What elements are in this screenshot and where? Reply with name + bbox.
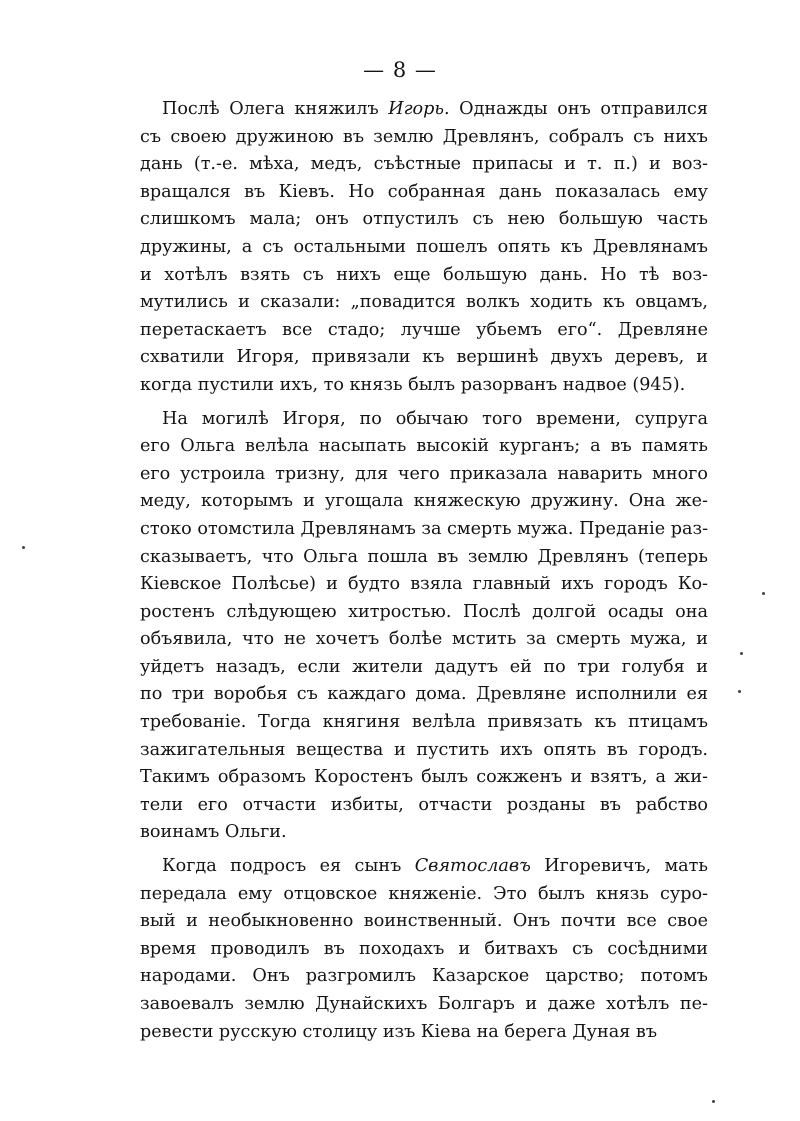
text-line: зажигательныя вещества и пустить ихъ опять въ городъ. (140, 739, 708, 760)
text-line: его устроила тризну, для чего приказала наварить много (140, 463, 708, 484)
text-segment: Когда подросъ ея сынъ (162, 856, 415, 877)
text-line: стоко отомстила Древлянамъ за смерть мужа. Преданіе раз- (140, 518, 708, 539)
page-number: — 8 — (363, 58, 437, 82)
body-text (140, 96, 708, 1046)
text-line: схватили Игоря, привязали къ вершинѣ двухъ деревъ, и (140, 347, 708, 368)
text-line: меду, которымъ и угощала княжескую дружину. Она же- (140, 491, 708, 512)
text-line: На могилѣ Игоря, по обычаю того времени, супруга (162, 408, 708, 429)
text-line: съ своею дружиною въ землю Древлянъ, собралъ съ нихъ (140, 126, 708, 147)
text-line: вый и необыкновенно воинственный. Онъ почти все свое (140, 911, 708, 932)
text-line: время проводилъ въ походахъ и битвахъ съ сосѣдними (140, 938, 708, 959)
scan-speck (762, 592, 765, 595)
text-line: Такимъ образомъ Коростенъ былъ сожженъ и взятъ, а жи- (140, 767, 708, 788)
text-line: сказываетъ, что Ольга пошла въ землю Древлянъ (теперь (140, 546, 708, 567)
text-line (140, 853, 708, 881)
text-line: и хотѣлъ взять съ нихъ еще большую дань. Но тѣ воз- (140, 264, 708, 285)
scan-speck (712, 1100, 715, 1103)
italic-name: Игорь (388, 99, 444, 119)
text-line (140, 96, 708, 124)
text-line: объявила, что не хочетъ болѣе мстить за смерть мужа, и (140, 629, 708, 650)
text-line: вращался въ Кіевъ. Но собранная дань показалась ему (140, 181, 708, 202)
text-line: ревести русскую столицу изъ Кіева на берега Дуная въ (140, 1021, 658, 1042)
paragraph (140, 406, 708, 848)
text-line: тели его отчасти избиты, отчасти розданы въ рабство (140, 794, 708, 815)
text-line: дружины, а съ остальными пошелъ опять къ Древлянамъ (140, 236, 708, 257)
scan-speck (22, 546, 25, 549)
text-line: требованіе. Тогда княгиня велѣла привязать къ птицамъ (140, 712, 708, 733)
text-line: когда пустили ихъ, то князь былъ разорванъ надвое (945). (140, 374, 686, 395)
text-segment: . Однажды онъ отправился (443, 99, 708, 119)
italic-name: Святославъ (414, 856, 531, 877)
text-line: по три воробья съ каждаго дома. Древляне исполнили ея (140, 684, 708, 705)
scan-speck (738, 690, 741, 693)
text-segment: Игоревичъ, мать (530, 856, 708, 877)
text-line: уйдетъ назадъ, если жители дадутъ ей по три голубя и (140, 656, 708, 677)
text-line: слишкомъ мала; онъ отпустилъ съ нею большую часть (140, 209, 708, 230)
paragraph (140, 96, 708, 400)
text-line: дань (т.-е. мѣха, медъ, съѣстные припасы и т. п.) и воз- (140, 154, 708, 175)
text-line: его Ольга велѣла насыпать высокій курганъ; а въ память (140, 436, 708, 457)
text-line: мутились и сказали: „повадится волкъ ходить къ овцамъ, (140, 292, 708, 313)
text-line: перетаскаетъ все стадо; лучше убьемъ его“. Древляне (140, 319, 708, 340)
scan-speck (740, 652, 743, 655)
text-line: народами. Онъ разгромилъ Казарское царство; потомъ (140, 966, 708, 987)
text-line: передала ему отцовское княженіе. Это былъ князь суро- (140, 883, 708, 904)
text-line: Кіевское Полѣсье) и будто взяла главный ихъ городъ Ко- (140, 574, 708, 595)
text-line: воинамъ Ольги. (140, 822, 287, 843)
text-line: ростенъ слѣдующею хитростью. Послѣ долгой осады она (140, 601, 708, 622)
text-line: завоевалъ землю Дунайскихъ Болгаръ и даже хотѣлъ пе- (140, 994, 708, 1014)
text-segment: Послѣ Олега княжилъ (162, 99, 389, 119)
paragraph (140, 853, 708, 1046)
